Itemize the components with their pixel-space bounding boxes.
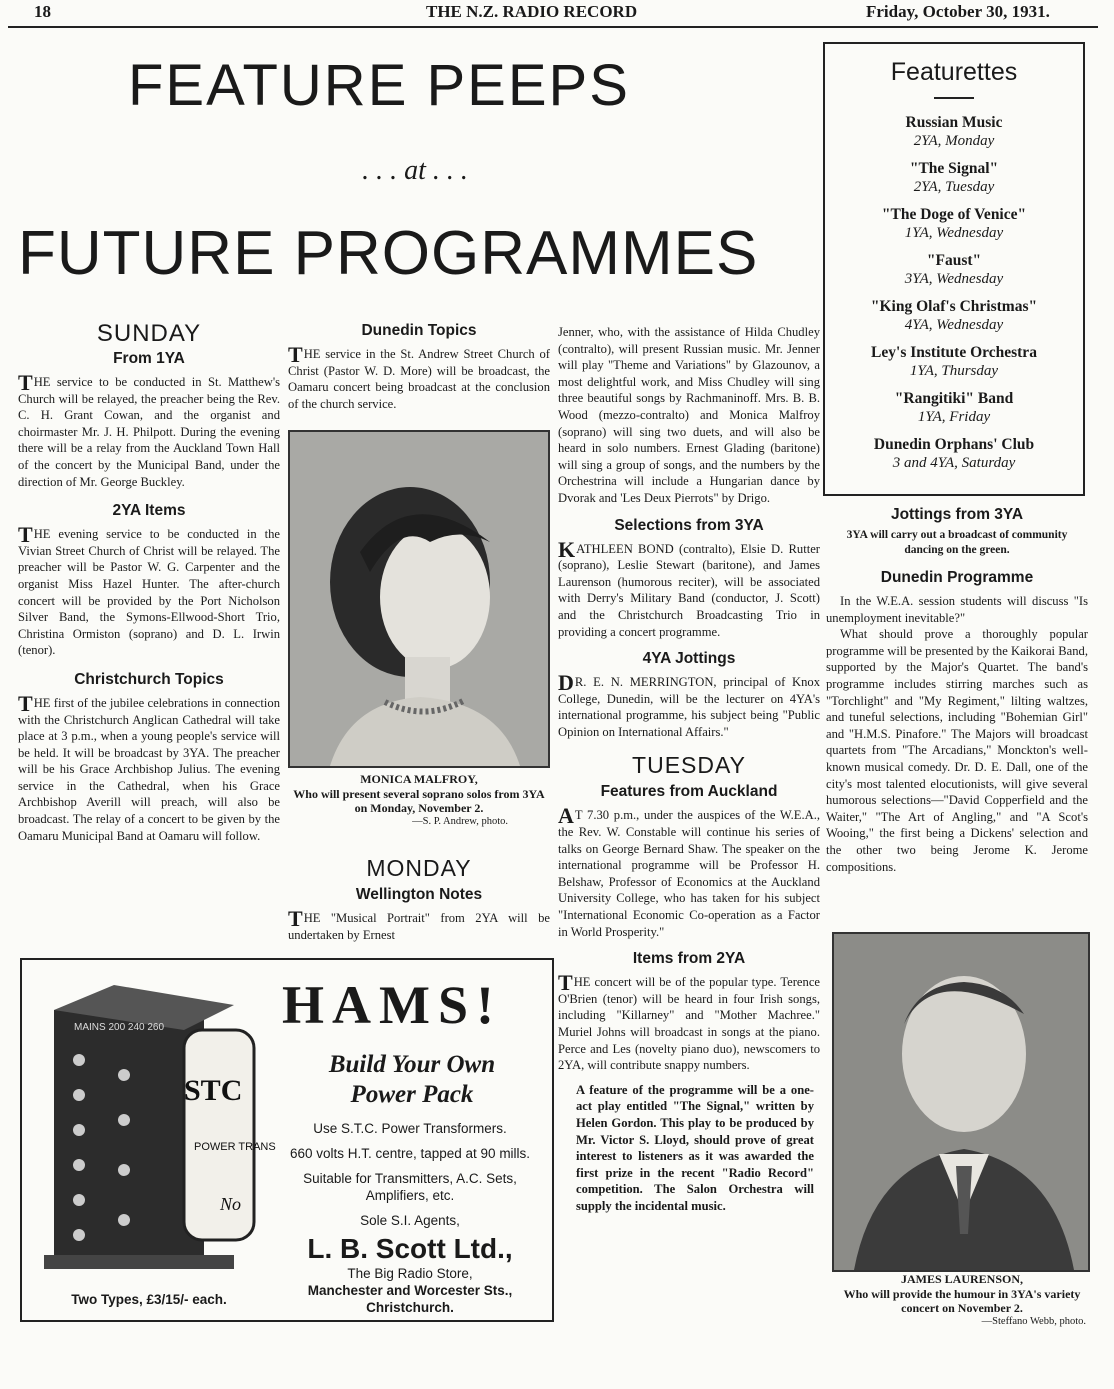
device-number-label: No [220,1194,242,1214]
column-dunedin-topics [288,322,550,412]
featurette-name: "The Signal" [909,160,999,177]
caption-name: MONICA MALFROY, [360,772,478,786]
ad-slogan-line1: Build Your Own [328,1051,496,1078]
ad-body [282,1120,538,1316]
subheading-jottings-3ya: Jottings from 3YA [890,506,1024,523]
featurette-station: 3 and 4YA, Saturday [892,455,1016,471]
featurette-item [825,205,1083,243]
featurette-item [825,297,1083,335]
mains-tap-label: MAINS 200 240 260 [74,1022,165,1033]
subheading-from-1ya: From 1YA [113,350,185,367]
ad-company-name: L. B. Scott Ltd., [307,1233,513,1264]
featurette-name: Dunedin Orphans' Club [873,436,1035,453]
paragraph-dunedin: THE service in the St. Andrew Street Church of Christ (Pastor W. D. More) will be broadcast, the Oamaru concert being broadcast at the conclusion of the church service. [288,342,550,411]
paragraph-christchurch: THE first of the jubilee celebrations in connection with the Christchurch Anglican Cathedral will take place at 3 p.m., when a young people's service will be held. It will be broadcast by 3YA. The preacher will be his Grace Archbishop Julius. The evening service in the Cathedral, when his Grace Archbishop Averill will preach, will also be broadcast. The relay of a concert to be given by the Oamaru Municipal Band at Oamaru will follow. [18,690,280,843]
masthead-line2: . . . at . . . [362,155,468,186]
paragraph-2ya-concert: THE concert will be of the popular type. Terence O'Brien (tenor) will be heard in four Irish songs, including "Killarney" and "Mother Machree." Muriel Johns will broadcast in songs at the piano. Perce and Les (novelty piano duo), newscomers to 2YA, will contribute snappy numbers. [558,970,820,1073]
subheading-items-2ya: Items from 2YA [632,950,746,968]
paragraph-3ya: KATHLEEN BOND (contralto), Elsie D. Rutter (soprano), Leslie Stewart (baritone), and James Laurenson (humorous reciter), will be associated with Derry's Military Band (conductor, J. Scott) and the Christchurch Broadcasting Trio in providing a concert programme. [558,536,820,639]
featurette-name: "The Doge of Venice" [881,206,1027,223]
photo-james-laurenson [832,932,1090,1272]
featurette-station: 2YA, Tuesday [913,179,995,195]
section-heading-monday: MONDAY [366,855,472,881]
subheading-features-auckland: Features from Auckland [600,783,778,801]
subheading-selections-3ya: Selections from 3YA [614,516,764,534]
portrait-woman-image [290,432,548,766]
advertisement-hams [20,958,554,1322]
stc-logo-text: STC [184,1074,243,1107]
paragraph-jenner-cont: Jenner, who, with the assistance of Hilda Chudley (contralto), will present Russian music. Mr. Jenner will play "Theme and Variations" by Glazounov, a most delightful work, and Miss Chudley will sing three beautiful songs by Rachmaninoff. Mrs. B. B. Wood (mezzo-contralto) and Monica Malfroy (soprano) will sing two duets, and will also be heard in solo numbers. Ernest Glading (baritone) will sing a group of songs, and the numbers by the Orchestrina will include a Hungarian dance by Dvorak and 'Les Deux Pierrots" by Drigo. [558,325,820,505]
masthead-line3: FUTURE PROGRAMMES [18,219,759,288]
issue-date: Friday, October 30, 1931. [866,2,1050,21]
featurette-item [825,435,1083,473]
page-number: 18 [34,2,51,21]
caption-text: Who will present several soprano solos from 3YA on Monday, November 2. [293,786,545,815]
subheading-dunedin-topics: Dunedin Topics [361,322,477,339]
photo-credit-laurenson: —Steffano Webb, photo. [981,1315,1086,1327]
subheading-dunedin-programme: Dunedin Programme [880,569,1034,586]
column-sunday [18,320,280,844]
column-monday [288,855,550,943]
featurette-name: Russian Music [905,114,1003,131]
ad-line-store: The Big Radio Store, [347,1266,473,1281]
subheading-wellington-notes: Wellington Notes [355,886,483,903]
photo-credit: —S. P. Andrew, photo. [412,815,508,827]
section-heading-tuesday: TUESDAY [632,752,746,779]
ad-line-agents: Sole S.I. Agents, [360,1213,460,1228]
ad-price: Two Types, £3/15/- each. [71,1292,227,1307]
ad-line-transformers: Use S.T.C. Power Transformers. [313,1121,507,1136]
paragraph-wea: In the W.E.A. session students will discuss "Is unemployment inevitable?" [826,594,1088,625]
ad-line-city: Christchurch. [366,1300,454,1315]
featurette-item [825,159,1083,197]
featurette-item [825,251,1083,289]
featurette-station: 1YA, Friday [917,409,991,425]
paragraph-kaikorai: What should prove a thoroughly popular programme will be presented by the Kaikorai Band, supported by the Major's Quartet. The band's programme includes stirring marches such as "Torchlight" and "My Regiment," lilting waltzes, and tuneful selections, including "Bohemian Girl" and "H.M.S. Pinafore." The Majors will broadcast quartets from "The Arcadians," Monckton's well-known musical comedy. Dr. D. E. Dall, one of the city's most talented elocutionists, will give several humorous selections—"David Copperfield and the Waiter," "The Art of Angling," and "A Scot's Wooing," the first being a Dickens' selection and the other two being Jerome K. Jerome compositions. [826,627,1088,874]
caption-text-laurenson: Who will provide the humour in 3YA's variety concert on November 2. [843,1286,1081,1315]
paragraph-auckland: AT 7.30 p.m., under the auspices of the W.E.A., the Rev. W. Constable will continue his series of talks on George Bernard Shaw. The speaker on the international programme will be Professor H. Belshaw, Professor of Economics at the Auckland University College, who has taken for his subject "International Economic Co-operation as a Factor in World Prosperity." [558,803,820,939]
featurette-item [825,343,1083,381]
subheading-4ya-jottings: 4YA Jottings [642,650,736,668]
caption-monica-malfroy [290,772,548,827]
featurette-name: Ley's Institute Orchestra [871,344,1037,361]
ad-line-volts: 660 volts H.T. centre, tapped at 90 mills. [289,1146,531,1161]
column-dunedin-programme [826,506,1088,875]
jottings-text: 3YA will carry out a broadcast of community dancing on the green. [846,529,1068,556]
ad-line-address: Manchester and Worcester Sts., [307,1283,513,1298]
section-heading-sunday: SUNDAY [96,320,202,347]
ad-headline: HAMS! [282,975,502,1035]
featurette-name: "King Olaf's Christmas" [870,298,1038,315]
featurettes-list [825,113,1083,473]
portrait-man-image [834,934,1088,1270]
header-rule [8,26,1098,28]
featurettes-divider [934,97,974,99]
column-3ya-4ya [558,324,820,1215]
ad-slogan [282,1050,542,1110]
photo-monica-malfroy [288,430,550,768]
paragraph-wellington: THE "Musical Portrait" from 2YA will be undertaken by Ernest [288,906,550,942]
featurette-station: 4YA, Wednesday [904,317,1004,333]
publication-title: THE N.Z. RADIO RECORD [426,2,638,21]
featurette-station: 1YA, Thursday [909,363,999,379]
featurette-station: 1YA, Wednesday [904,225,1004,241]
featurettes-title: Featurettes [890,58,1018,86]
featurette-station: 2YA, Monday [913,133,995,149]
transformer-illustration [34,980,276,1280]
subheading-2ya-items: 2YA Items [112,502,186,520]
featurette-name: "Faust" [926,252,982,269]
subheading-christchurch-topics: Christchurch Topics [74,670,224,688]
paragraph-1ya: THE service to be conducted in St. Matthew's Church will be relayed, the preacher being the Rev. C. H. Grant Cowan, and the organist and choirmaster Mr. J. H. Philpott. During the evening there will be a relay from the Auckland Town Hall of the concert by the Municipal Band, under the direction of Mr. George Buckley. [18,370,280,489]
featurette-station: 3YA, Wednesday [904,271,1004,287]
caption-name-laurenson: JAMES LAURENSON, [900,1272,1023,1286]
paragraph-the-signal: A feature of the programme will be a one-act play entitled "The Signal," written by Helen Gordon. This play to be produced by Mr. Victor S. Lloyd, should prove of great interest to listeners as it was awarded the first prize in the recent "Radio Record" competition. The Salon Orchestra will supply the incidental music. [576,1082,814,1213]
featurettes-box [823,42,1085,496]
ad-line-suitable: Suitable for Transmitters, A.C. Sets, Amplifiers, etc. [303,1171,517,1203]
paragraph-4ya: DR. E. N. MERRINGTON, principal of Knox College, Dunedin, will be the lecturer on 4YA's international programme, his subject being "Public Opinion on International Affairs." [558,670,820,739]
ad-slogan-line2: Power Pack [350,1081,474,1108]
featurette-item [825,389,1083,427]
power-trans-label: POWER TRANS [194,1141,276,1153]
featurette-item [825,113,1083,151]
masthead-line1: FEATURE PEEPS [128,53,630,118]
paragraph-2ya: THE evening service to be conducted in the Vivian Street Church of Christ will be relayed. The preacher will be Pastor W. G. Carpenter and the organist Miss Hazel Hunter. The after-church concert will be provided by the Port Nicholson Silver Band, the Symons-Ellwood-Short Trio, Christina Ormiston (soprano) and D. L. Irwin (tenor). [18,522,280,658]
caption-james-laurenson [832,1272,1092,1327]
featurette-name: "Rangitiki" Band [894,390,1014,407]
